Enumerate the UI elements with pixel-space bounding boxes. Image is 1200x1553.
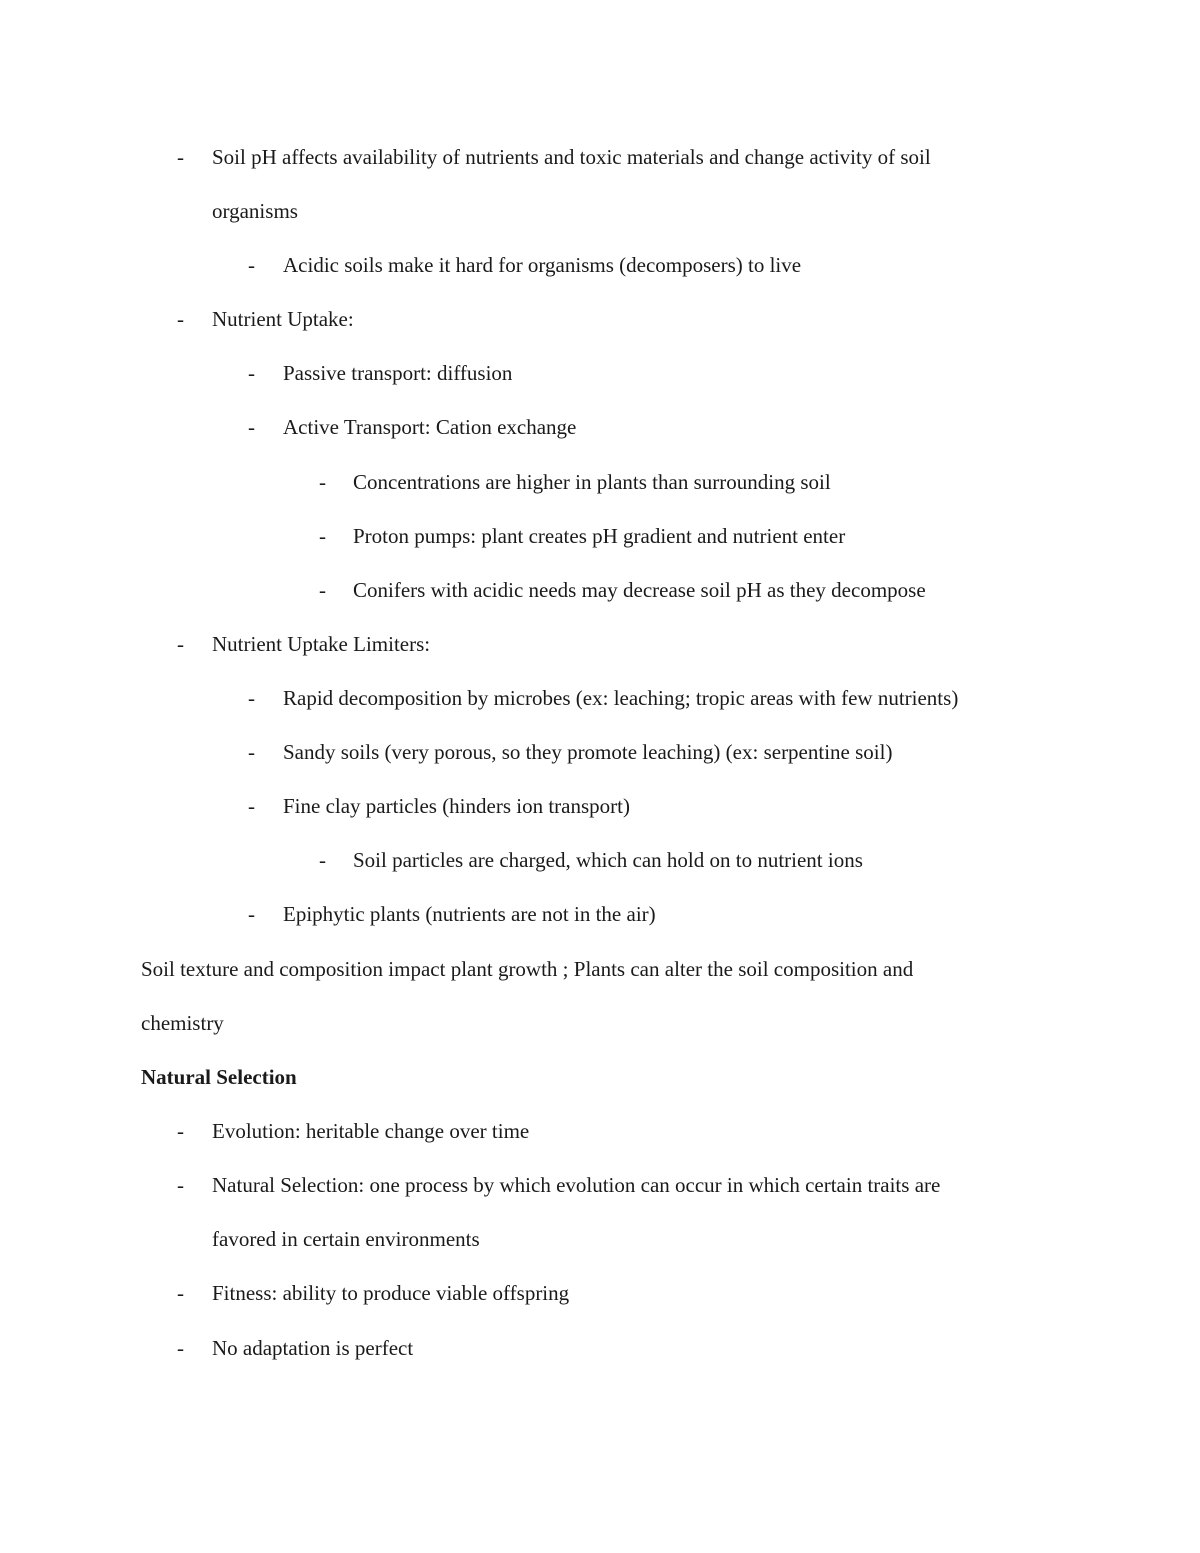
fitness-item: Fitness: ability to produce viable offspring: [212, 1281, 570, 1305]
epiphytic-plants-item: Epiphytic plants (nutrients are not in the air): [283, 902, 656, 926]
natural-selection-line1: Natural Selection: one process by which evolution can occur in which certain traits are: [212, 1173, 941, 1197]
bullet-dash: -: [248, 361, 255, 385]
bullet-dash: -: [319, 848, 326, 872]
nutrient-uptake-heading: Nutrient Uptake:: [212, 307, 354, 331]
rapid-decomposition-item: Rapid decomposition by microbes (ex: leaching; tropic areas with few nutrients): [283, 686, 959, 710]
natural-selection-line2: favored in certain environments: [212, 1227, 480, 1251]
soil-ph-line2: organisms: [212, 199, 298, 223]
bullet-dash: -: [248, 794, 255, 818]
natural-selection-heading: Natural Selection: [141, 1065, 297, 1089]
bullet-dash: -: [177, 145, 184, 169]
sandy-soils-item: Sandy soils (very porous, so they promote leaching) (ex: serpentine soil): [283, 740, 893, 764]
evolution-item: Evolution: heritable change over time: [212, 1119, 530, 1143]
bullet-dash: -: [177, 1281, 184, 1305]
bullet-dash: -: [319, 524, 326, 548]
bullet-dash: -: [319, 470, 326, 494]
proton-pumps-item: Proton pumps: plant creates pH gradient and nutrient enter: [353, 524, 846, 548]
acidic-soils-item: Acidic soils make it hard for organisms (decomposers) to live: [283, 253, 802, 277]
bullet-dash: -: [177, 632, 184, 656]
bullet-dash: -: [248, 902, 255, 926]
concentrations-item: Concentrations are higher in plants than surrounding soil: [353, 470, 831, 494]
summary-paragraph-line2: chemistry: [141, 1011, 224, 1035]
uptake-limiters-heading: Nutrient Uptake Limiters:: [212, 632, 431, 656]
passive-transport-item: Passive transport: diffusion: [283, 361, 513, 385]
bullet-dash: -: [319, 578, 326, 602]
bullet-dash: -: [248, 253, 255, 277]
summary-paragraph-line1: Soil texture and composition impact plant growth ; Plants can alter the soil composition and: [141, 957, 914, 981]
no-adaptation-item: No adaptation is perfect: [212, 1336, 414, 1360]
bullet-dash: -: [177, 1336, 184, 1360]
bullet-dash: -: [248, 415, 255, 439]
active-transport-item: Active Transport: Cation exchange: [283, 415, 577, 439]
soil-ph-line1: Soil pH affects availability of nutrients and toxic materials and change activity of soil: [212, 145, 931, 169]
charged-particles-item: Soil particles are charged, which can hold on to nutrient ions: [353, 848, 863, 872]
fine-clay-item: Fine clay particles (hinders ion transport): [283, 794, 630, 818]
bullet-dash: -: [177, 307, 184, 331]
bullet-dash: -: [248, 740, 255, 764]
conifers-item: Conifers with acidic needs may decrease soil pH as they decompose: [353, 578, 926, 602]
bullet-dash: -: [177, 1173, 184, 1197]
bullet-dash: -: [248, 686, 255, 710]
bullet-dash: -: [177, 1119, 184, 1143]
